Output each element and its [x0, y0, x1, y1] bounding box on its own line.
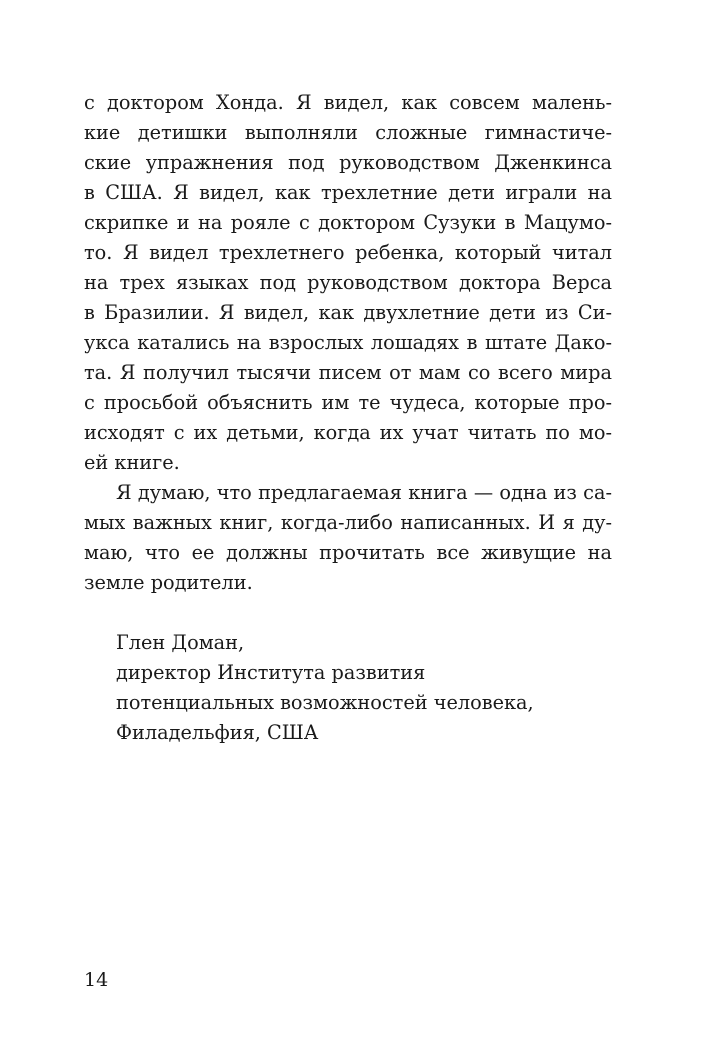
paragraph-1: [84, 88, 612, 478]
text-line: укса катались на взрослых лошадях в штате Дако-: [84, 331, 612, 354]
text-line: в США. Я видел, как трехлетние дети играли на: [84, 181, 612, 204]
text-line: в Бразилии. Я видел, как двухлетние дети из Си-: [84, 301, 612, 324]
signature-title: потенциальных возможностей человека,: [116, 691, 534, 714]
text-line: маю, что ее должны прочитать все живущие на: [84, 541, 612, 564]
text-line: земле родители.: [84, 571, 253, 594]
signature-title: директор Института развития: [116, 661, 426, 684]
page-body: [84, 88, 612, 748]
text-line: исходят с их детьми, когда их учат читать по мо-: [84, 421, 612, 444]
text-line: то. Я видел трехлетнего ребенка, который читал: [84, 241, 612, 264]
signature-name: Глен Доман,: [116, 631, 245, 654]
text-line: кие детишки выполняли сложные гимнастиче-: [84, 121, 612, 144]
text-line: с просьбой объяснить им те чудеса, которые про-: [84, 391, 612, 414]
signature-location: Филадельфия, США: [116, 721, 319, 744]
page-number: 14: [84, 969, 109, 991]
text-line: Я думаю, что предлагаемая книга — одна из са-: [116, 481, 612, 504]
text-line: ские упражнения под руководством Дженкинса: [84, 151, 612, 174]
text-line: ей книге.: [84, 451, 180, 474]
text-line: та. Я получил тысячи писем от мам со всего мира: [84, 361, 612, 384]
text-line: скрипке и на рояле с доктором Сузуки в Мацумо-: [84, 211, 612, 234]
signature-block: [84, 628, 612, 748]
text-line: с доктором Хонда. Я видел, как совсем малень-: [84, 91, 612, 114]
text-line: мых важных книг, когда-либо написанных. И я ду-: [84, 511, 612, 534]
paragraph-2: [84, 478, 612, 598]
text-line: на трех языках под руководством доктора Верса: [84, 271, 612, 294]
